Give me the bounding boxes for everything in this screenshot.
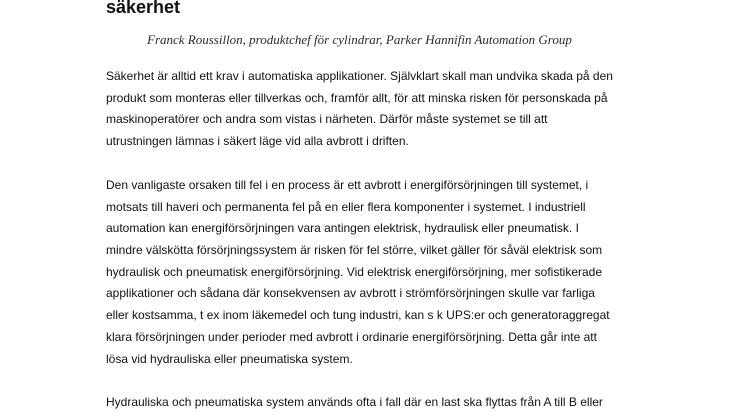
paragraph-line: applikationer och sådana där konsekvensen av avbrott i strömförsörjningen skulle var farliga [106,286,595,301]
paragraph-intro [106,66,613,153]
paragraph-line: hydraulisk och pneumatisk energiförsörjning. Vid elektrisk energiförsörjning, mer sofistikerade [106,264,603,279]
paragraph-energy-supply [106,175,610,370]
paragraph-line: klara försörjningen under perioder med avbrott i ordinarie energiförsörjning. Detta går inte att [106,329,597,344]
paragraph-line: automation kan energiförsörjningen vara antingen elektrisk, hydraulisk eller pneumatisk. I [106,221,579,236]
paragraph-line: lösa vid hydrauliska eller pneumatiska system. [106,351,353,366]
paragraph-line: eller kostsamma, t ex inom läkemedel och tung industri, kan s k UPS:er och generatoraggregat [106,308,610,323]
article-title-fragment: säkerhet [106,0,181,17]
paragraph-line: mindre välskötta försörjningssystem är risken för fel större, vilket gäller för såväl elektrisk som [106,243,603,258]
paragraph-line: Säkerhet är alltid ett krav i automatiska applikationer. Självklart skall man undvika skada på den [106,69,613,83]
paragraph-line: produkt som monteras eller tillverkas och, framför allt, för att minska risken för personskada på [106,90,608,105]
paragraph-line: utrustningen lämnas i säkert läge vid alla avbrott i driften. [106,134,409,149]
paragraph-line: Hydrauliska och pneumatiska system används ofta i fall där en last ska flyttas från A till B eller [106,395,603,409]
paragraph-line: motsats till haveri och permanenta fel på en eller flera komponenter i systemet. I industriell [106,199,586,214]
paragraph-line: Den vanligaste orsaken till fel i en process är ett avbrott i energiförsörjningen till systemet, i [106,178,589,192]
article-byline: Franck Roussillon, produktchef för cylindrar, Parker Hannifin Automation Group [147,32,572,47]
paragraph-hydraulic-pneumatic [106,392,603,414]
paragraph-line: maskinoperatörer och andra som vistas i närheten. Därför måste systemet se till att [106,112,548,127]
